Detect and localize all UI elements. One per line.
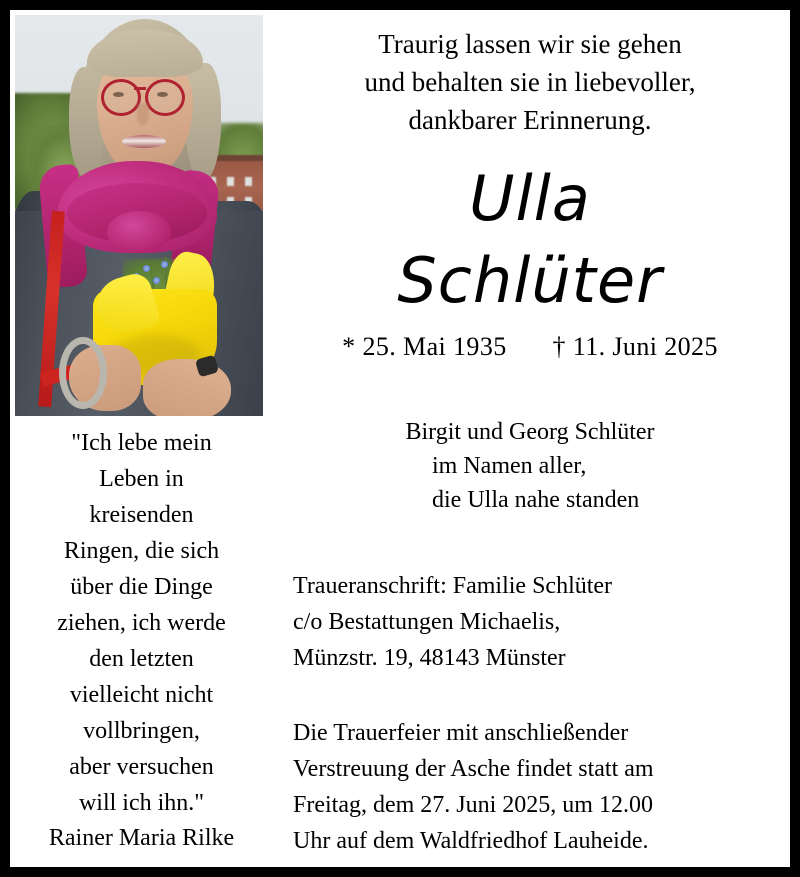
death-date: 11. Juni 2025 (572, 332, 718, 361)
survivors-block (280, 415, 780, 517)
service-line-1: Die Trauerfeier mit anschließender (293, 720, 629, 746)
poem-line-5: über die Dinge (70, 574, 213, 600)
birth-date: 25. Mai 1935 (362, 332, 507, 361)
intro-verse-line-2: und behalten sie in liebevoller, (364, 67, 696, 97)
service-line-3: Freitag, dem 27. Juni 2025, um 12.00 (293, 792, 653, 818)
survivors-line-3: die Ulla nahe standen (432, 487, 640, 513)
cross-symbol-icon: † (552, 332, 566, 361)
birth-symbol-icon: * (342, 332, 356, 361)
photo-building-window (227, 177, 234, 186)
mourning-address-line-3: Münzstr. 19, 48143 Münster (293, 645, 566, 671)
poem-line-7: den letzten (89, 646, 194, 672)
poem-author: Rainer Maria Rilke (48, 825, 235, 851)
intro-verse (280, 25, 780, 139)
photo-building-window (245, 177, 252, 186)
service-line-2: Verstreuung der Asche findet statt am (293, 756, 654, 782)
poem-line-8: vielleicht nicht (69, 682, 214, 708)
survivors-line-2: im Namen aller, (432, 453, 587, 479)
intro-verse-line-1: Traurig lassen wir sie gehen (378, 29, 682, 59)
deceased-first-name: Ulla (469, 162, 591, 235)
photo-eyeglass-left (101, 79, 141, 116)
poem-line-9: vollbringen, (83, 718, 200, 744)
survivors-line-1: Birgit und Georg Schlüter (405, 419, 655, 445)
poem-line-2: Leben in (99, 466, 184, 492)
photo-bangle-bracelet (59, 337, 107, 409)
poem-line-11: will ich ihn." (78, 790, 205, 816)
poem-line-10: aber versuchen (69, 754, 214, 780)
life-dates (280, 332, 780, 362)
mourning-address-block (293, 568, 790, 676)
photo-eyeglass-right (145, 79, 185, 116)
photo-forget-me-not (153, 277, 160, 284)
funeral-service-block (293, 715, 790, 859)
photo-forget-me-not (161, 261, 168, 268)
photo-scarf-knot (107, 211, 171, 253)
deceased-name (280, 158, 780, 322)
poem-line-6: ziehen, ich werde (57, 610, 226, 636)
service-line-4: Uhr auf dem Waldfriedhof Lauheide. (293, 828, 649, 854)
poem-line-4: Ringen, die sich (63, 538, 220, 564)
mourning-address-line-1: Traueranschrift: Familie Schlüter (293, 573, 613, 599)
poem-line-3: kreisenden (89, 502, 194, 528)
photo-forget-me-not (143, 265, 150, 272)
card-inner (10, 10, 790, 867)
mourning-address-line-2: c/o Bestattungen Michaelis, (293, 609, 561, 635)
photo-smile (122, 135, 166, 148)
poem-line-1: "Ich lebe mein (71, 430, 212, 456)
photo-nose (137, 103, 149, 125)
intro-verse-line-3: dankbarer Erinnerung. (408, 105, 652, 135)
photo-eyeglass-bridge (134, 87, 146, 90)
deceased-last-name: Schlüter (397, 244, 663, 317)
deceased-portrait-photo (15, 15, 263, 416)
poem-block (15, 425, 268, 821)
